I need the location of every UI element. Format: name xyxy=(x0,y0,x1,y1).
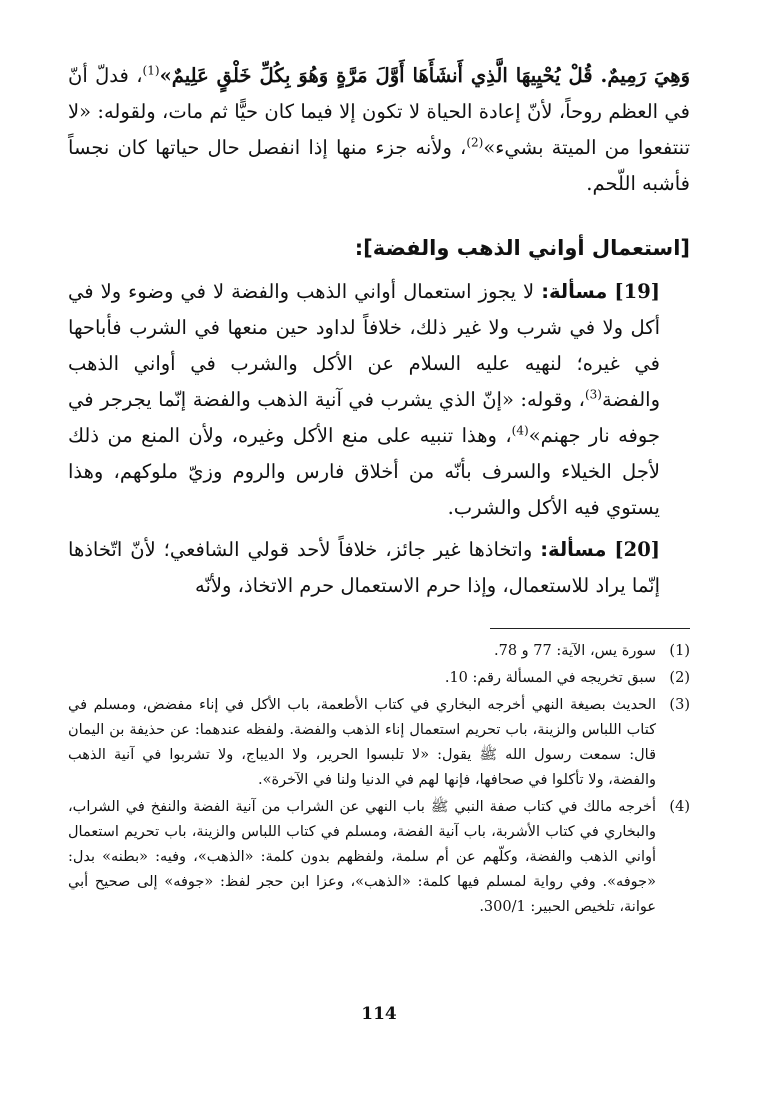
footnote-text: سبق تخريجه في المسألة رقم: 10. xyxy=(444,670,656,686)
footnote-1 xyxy=(68,639,690,664)
main-text xyxy=(68,58,690,604)
footnote-ref-1[interactable]: (1) xyxy=(142,63,160,78)
masala-20 xyxy=(68,532,690,604)
masala-19-text-c: ، وهذا تنبيه على منع الأكل وغيره، ولأن المنع من ذلك لأجل الخيلاء والسرف بأنّه من أخلاق فارس والروم وزيّ ملوكهم، وهذا يستوي فيه الأكل والشرب. xyxy=(68,424,660,519)
footnotes xyxy=(68,639,690,920)
page-number: 114 xyxy=(361,1004,397,1024)
masala-19-text-b: ، وقوله: «إنّ الذي يشرب في آنية الذهب والفضة إنّما يجرجر في جوفه نار جهنم» xyxy=(68,388,661,447)
paragraph-1-text: ، فدلّ أنّ في العظم روحاً، لأنّ إعادة الحياة لا تكون إلا فيما كان حيًّا ثم مات، ولقوله: «لا تنتفعوا من الميتة بشيء» xyxy=(68,64,690,159)
paragraph-1-text-2: ، ولأنه جزء منها إذا انفصل حال حياتها كان نجساً فأشبه اللّحم. xyxy=(68,136,690,195)
section-heading: [استعمال أواني الذهب والفضة]: xyxy=(354,236,690,260)
footnote-text: أخرجه مالك في كتاب صفة النبي ﷺ باب النهي عن الشراب من آنية الفضة والنفخ في الشراب، والبخاري في كتاب الأشربة، باب آنية الفضة، ومسلم في كتاب اللباس والزينة، باب تحريم استعمال أواني الذهب والفضة، وكلّهم عن أم سلمة، ولفظهم بدون كلمة: «الذهب»، وفيه: «بطنه» بدل: «جوفه». وفي رواية لمسلم فيها كلمة: «الذهب»، وعزا ابن حجر لفظ: «جوفه» إلى صحيح أبي عوانة، تلخيص الحبير: 300/1. xyxy=(68,799,656,915)
footnote-number: (1) xyxy=(669,643,690,659)
masala-20-number: [20] xyxy=(614,538,660,561)
masala-19 xyxy=(68,274,690,526)
footnote-number: (2) xyxy=(669,670,690,686)
masala-19-label: مسألة: xyxy=(541,280,608,303)
footnote-text: الحديث بصيغة النهي أخرجه البخاري في كتاب الأطعمة، باب الأكل في إناء مفضض، ومسلم في كتاب اللباس والزينة، باب تحريم استعمال إناء الذهب والفضة. ولفظه عندهما: عن حذيفة بن اليمان قال: سمعت رسول الله ﷺ يقول: «لا تلبسوا الحرير، ولا الديباج، ولا تشربوا في آنية الذهب والفضة، ولا تأكلوا في صحافها، فإنها لهم في الدنيا ولنا في الآخرة». xyxy=(68,697,656,788)
footnote-ref-3[interactable]: (3) xyxy=(584,387,602,402)
quran-verse: وَهِيَ رَمِيمٌ. قُلْ يُحْيِيهَا الَّذِي أَنشَأَهَا أَوَّلَ مَرَّةٍ وَهُوَ بِكُلِّ خَلْقٍ عَلِيمٌ» xyxy=(159,64,690,87)
footnote-text: سورة يس، الآية: 77 و 78. xyxy=(493,643,656,659)
footnote-divider xyxy=(490,628,690,629)
paragraph-1 xyxy=(68,58,690,202)
footnote-ref-2[interactable]: (2) xyxy=(466,135,484,150)
masala-19-number: [19] xyxy=(614,280,660,303)
footnote-number: (3) xyxy=(669,697,690,713)
footnote-2 xyxy=(68,666,690,691)
masala-19-text-a: لا يجوز استعمال أواني الذهب والفضة لا في وضوء ولا في أكل ولا في شرب ولا غير ذلك، خلافاً لداود حين منعها في الشرب فأباحها في غيره؛ لنهيه عليه السلام عن الأكل والشرب في أواني الذهب والفضة xyxy=(68,280,660,411)
masala-20-text: واتخاذها غير جائز، خلافاً لأحد قولي الشافعي؛ لأنّ اتّخاذها إنّما يراد للاستعمال، وإذا حرم الاستعمال حرم الاتخاذ، ولأنّه xyxy=(68,538,660,597)
footnote-3 xyxy=(68,693,690,793)
footnote-ref-4[interactable]: (4) xyxy=(511,423,529,438)
footnote-4 xyxy=(68,795,690,920)
footnote-number: (4) xyxy=(669,799,690,815)
masala-20-label: مسألة: xyxy=(540,538,607,561)
